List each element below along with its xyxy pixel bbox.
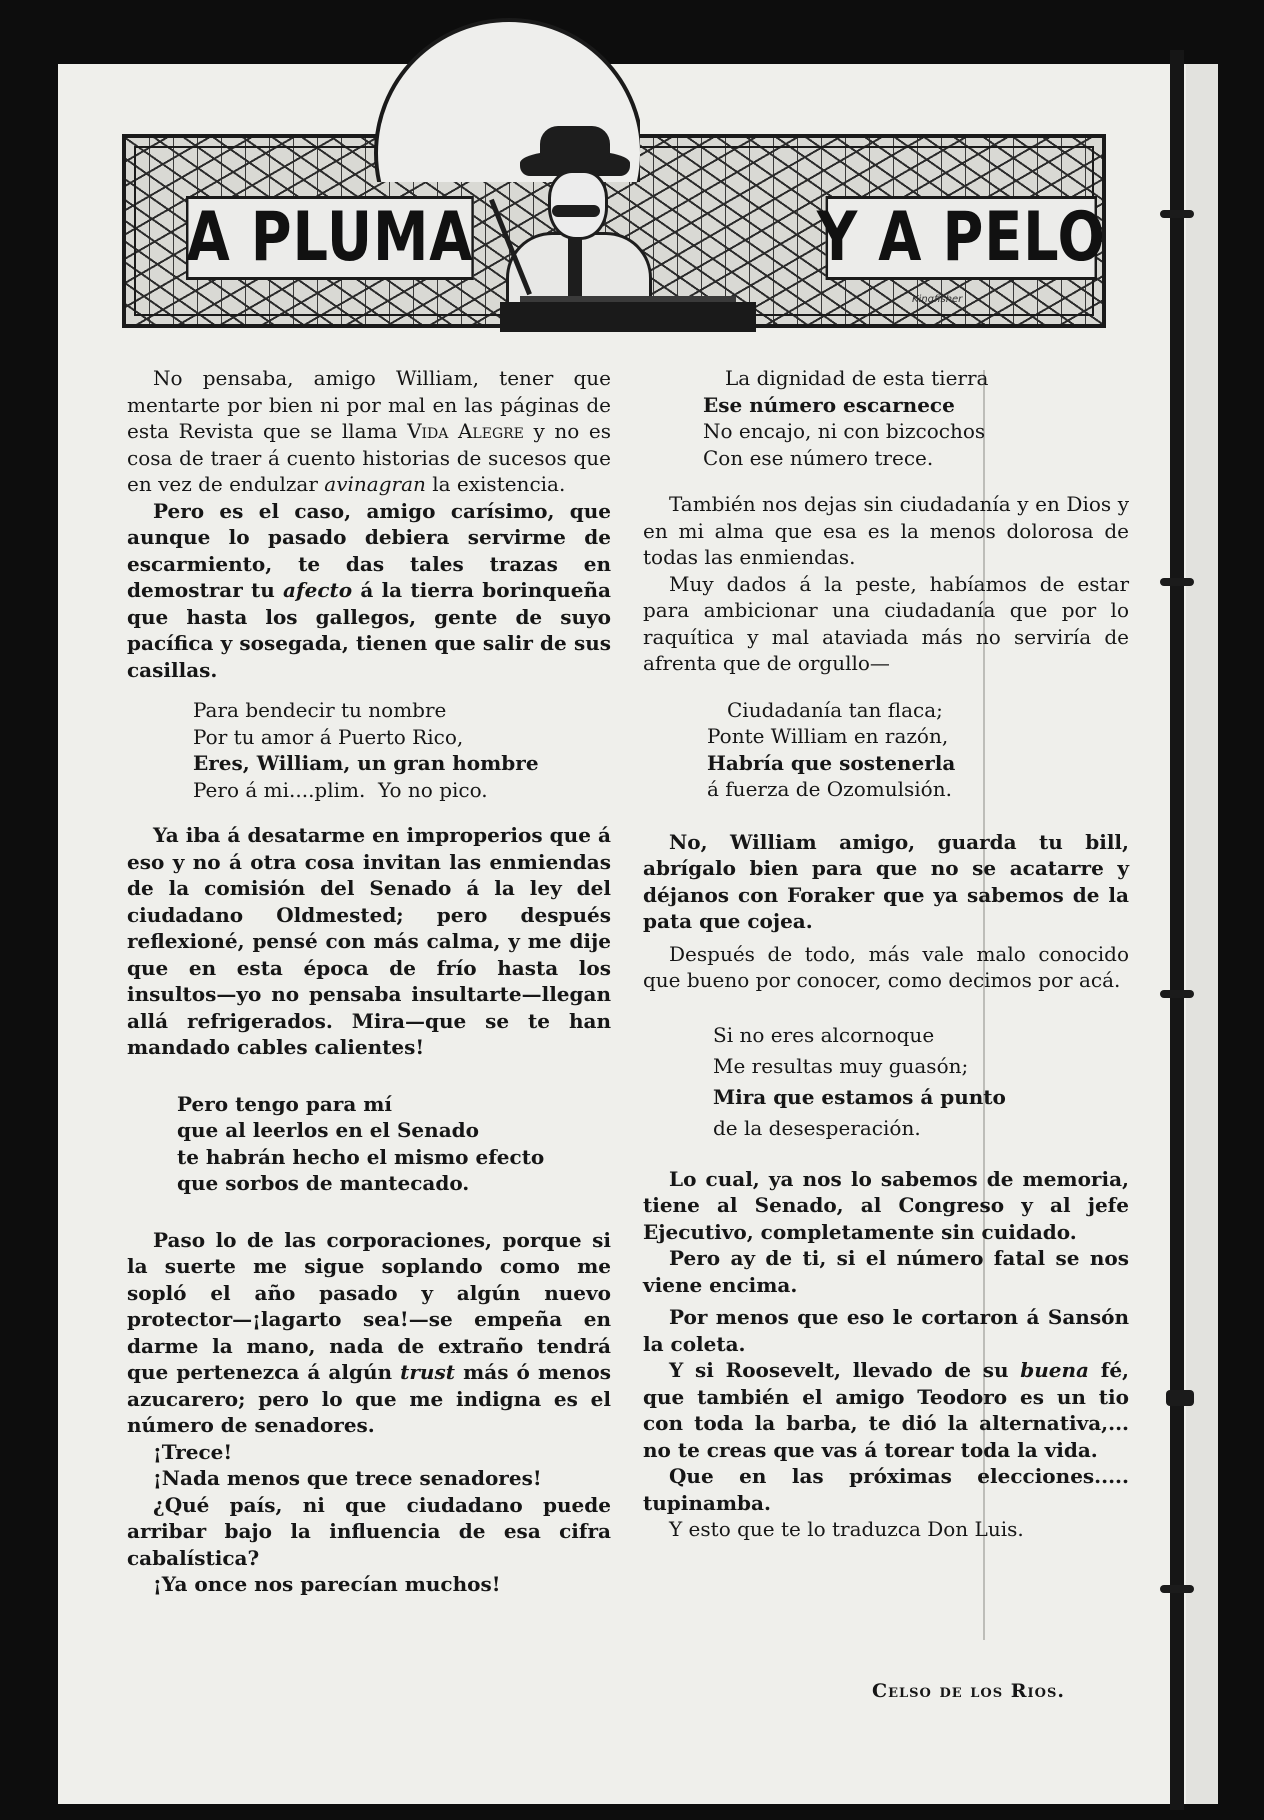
artist-signature: Kingfisher: [912, 294, 963, 305]
verse-line: Ciudadanía tan flaca;: [727, 697, 943, 722]
page-gutter: [1186, 64, 1218, 1804]
paragraph: Y si Roosevelt, llevado de su buena fé, que también el amigo Teodoro es un tio con toda la barba, te dió la alternativa,... no te creas que vas á torear toda la vida.: [643, 1358, 1130, 1462]
paragraph: ¿Qué país, ni que ciudadano puede arribar bajo la influencia de esa cifra cabalística?: [127, 1492, 611, 1570]
mustache-illustration: [552, 205, 600, 217]
verse-line: Ponte William en razón,: [707, 724, 949, 748]
verse-line: te habrán hecho el mismo efecto: [177, 1144, 545, 1169]
verse-line: Por tu amor á Puerto Rico,: [193, 724, 464, 749]
paragraph: Pero ay de ti, si el número fatal se nos viene encima.: [643, 1246, 1129, 1297]
hat-crown: [540, 126, 610, 160]
verse: [643, 365, 1129, 471]
verse-line: Pero á mi....plim. Yo no pico.: [193, 777, 488, 802]
verse-line: Pero tengo para mí: [177, 1091, 393, 1116]
left-column: [127, 365, 611, 1598]
paragraph: Ya iba á desatarme en improperios que á eso y no á otra cosa invitan las enmiendas de la comisión del Senado á la ley del ciudadano Oldmested; pero después reflexioné, pensé con más calma, y me dije que en esta época de frío hasta los insultos—yo no pensaba insultarte—llegan allá refrigerados. Mira—que se te han mandado cables calientes!: [127, 823, 611, 1059]
right-column: [643, 365, 1129, 1543]
verse-line: que al leerlos en el Senado: [177, 1118, 479, 1142]
paragraph: No pensaba, amigo William, tener que mentarte por bien ni por mal en las páginas de esta Revista que se llama Vida Alegre y no es cosa de traer á cuento historias de sucesos que en vez de endulzar avinagran la existencia.: [127, 366, 611, 496]
author-signature: Celso de los Rios.: [872, 1680, 1065, 1702]
verse: [643, 697, 1129, 803]
binding-knot: [1160, 578, 1194, 586]
verse-line: Habría que sostenerla: [707, 750, 956, 775]
verse-line: No encajo, ni con bizcochos: [703, 419, 986, 443]
verse-line: Si no eres alcornoque: [713, 1022, 935, 1047]
binding-knot: [1160, 990, 1194, 998]
paragraph: Después de todo, más vale malo conocido que bueno por conocer, como decimos por acá.: [643, 941, 1129, 992]
paragraph: También nos dejas sin ciudadanía y en Dios y en mi alma que esa es la menos dolorosa de todas las enmiendas.: [643, 492, 1129, 569]
banner-title-right: Y A PELO: [826, 196, 1097, 280]
paragraph: Lo cual, ya nos lo sabemos de memoria, tiene al Senado, al Congreso y al jefe Ejecutivo, completamente sin cuidado.: [643, 1166, 1129, 1244]
banner-plinth: [500, 302, 756, 332]
binding-spine: [1170, 50, 1184, 1810]
verse-line: de la desesperación.: [713, 1115, 921, 1140]
verse-line: Con ese número trece.: [703, 445, 934, 470]
binding-knot: [1160, 210, 1194, 218]
paragraph: Que en las próximas elecciones..... tupinamba.: [643, 1464, 1129, 1515]
paragraph: No, William amigo, guarda tu bill, abrígalo bien para que no se acatarre y déjanos con Foraker que ya sabemos de la pata que cojea.: [643, 829, 1129, 933]
verse: [127, 697, 611, 803]
paragraph: Paso lo de las corporaciones, porque si la suerte me sigue soplando como me sopló el año pasado y algún nuevo protector—¡lagarto sea!—se empeña en darme la mano, nada de extraño tendrá que pertenezca á algún trust más ó menos azucarero; pero lo que me indigna es el número de senadores.: [127, 1227, 611, 1437]
tie-illustration: [568, 234, 582, 304]
paragraph: Por menos que eso le cortaron á Sansón la coleta.: [643, 1305, 1129, 1356]
binding-knot: [1166, 1390, 1194, 1406]
verse-line: á fuerza de Ozomulsión.: [707, 777, 952, 801]
verse-line: Mira que estamos á punto: [713, 1084, 1006, 1109]
verse-line: La dignidad de esta tierra: [725, 366, 989, 390]
paragraph: Muy dados á la peste, habíamos de estar para ambicionar una ciudadanía que por lo raquítica y mal ataviada más no serviría de afrenta que de orgullo—: [643, 571, 1129, 675]
paragraph: ¡Trece!: [153, 1439, 233, 1464]
verse: [127, 1091, 611, 1197]
paragraph: ¡Nada menos que trece senadores!: [153, 1466, 542, 1490]
paragraph: ¡Ya once nos parecían muchos!: [153, 1572, 501, 1596]
verse-line: que sorbos de mantecado.: [177, 1171, 470, 1195]
banner-title-left: A PLUMA: [186, 196, 474, 280]
verse-line: Ese número escarnece: [703, 392, 955, 417]
paragraph: Pero es el caso, amigo carísimo, que aunque lo pasado debiera servirme de escarmiento, te das tales trazas en demostrar tu afecto á la tierra borinqueña que hasta los gallegos, gente de suyo pacífica y sosegada, tienen que salir de sus casillas.: [127, 498, 611, 682]
verse-line: Para bendecir tu nombre: [193, 698, 447, 722]
verse: [643, 1020, 1129, 1144]
paragraph: Y esto que te lo traduzca Don Luis.: [669, 1517, 1024, 1541]
binding-knot: [1160, 1585, 1194, 1593]
verse-line: Me resultas muy guasón;: [713, 1053, 969, 1078]
verse-line: Eres, William, un gran hombre: [193, 751, 539, 775]
